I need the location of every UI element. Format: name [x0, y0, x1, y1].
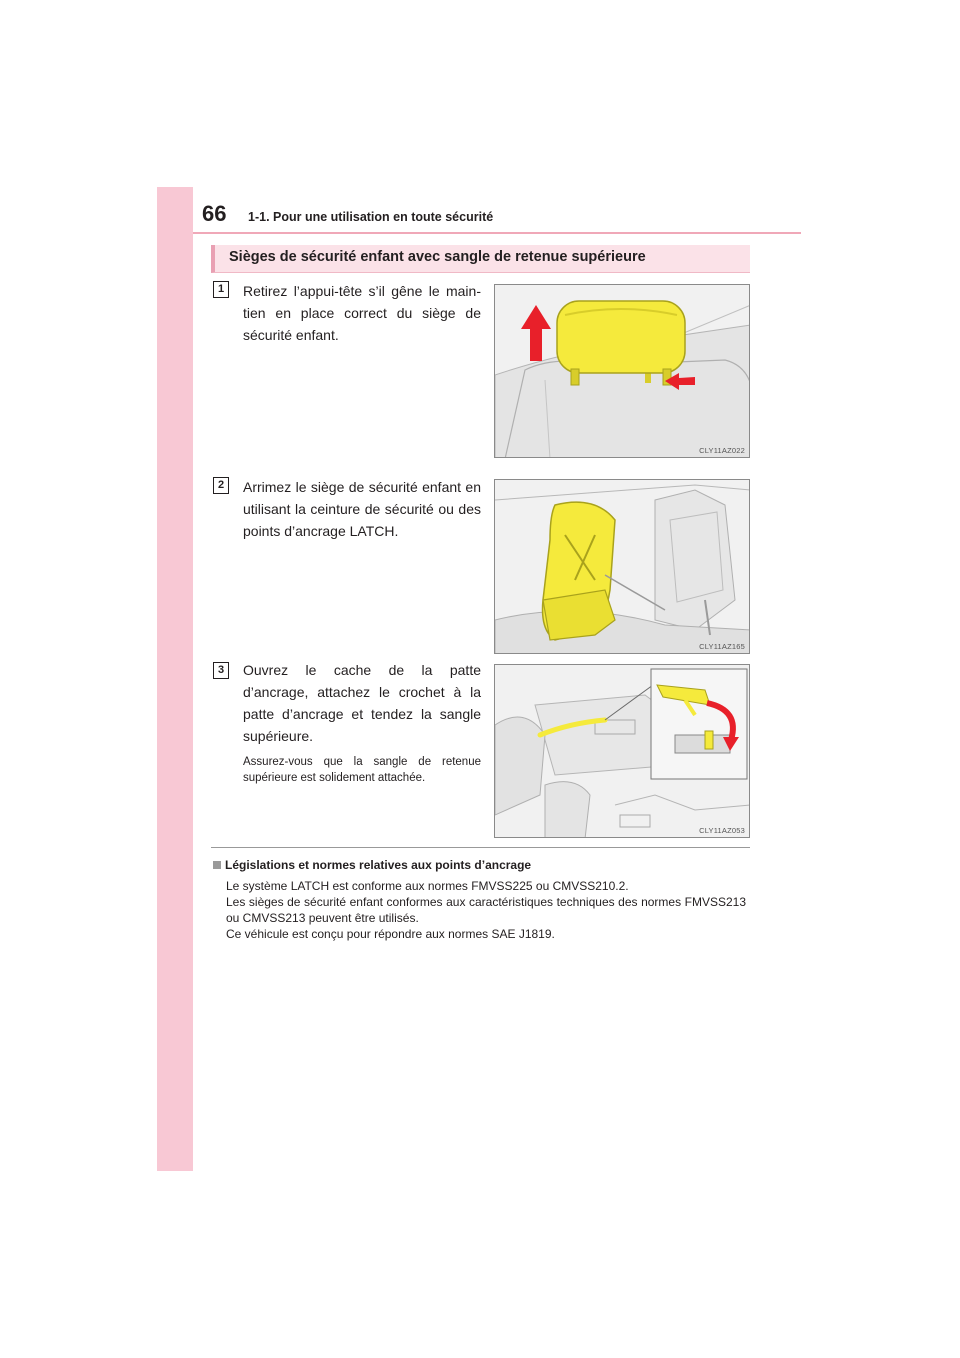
header-rule — [193, 232, 801, 234]
page-number: 66 — [202, 201, 227, 226]
section-divider — [211, 847, 750, 848]
figure-code: CLY11AZ165 — [699, 642, 745, 651]
step-number-2: 2 — [213, 477, 229, 494]
figure-code: CLY11AZ022 — [699, 446, 745, 455]
step-note-3: Assurez-vous que la sangle de retenue supérieure est solidement attachée. — [243, 756, 481, 784]
step-number-1: 1 — [213, 281, 229, 298]
section-title: Sièges de sécurité enfant avec sangle de retenue supérieure — [229, 249, 646, 265]
legislation-line: Ce véhicule est conçu pour répondre aux normes SAE J1819. — [226, 927, 555, 941]
section-header — [211, 245, 750, 273]
chapter-sidebar-tab — [157, 187, 193, 1171]
step-number-3: 3 — [213, 662, 229, 679]
legislation-heading-text: Législations et normes relatives aux points d’ancrage — [225, 858, 532, 872]
chapter-title: 1-1. Pour une utilisation en toute sécurité — [248, 210, 494, 224]
legislation-heading — [213, 858, 531, 872]
square-bullet-icon — [213, 861, 221, 869]
legislation-line: Les sièges de sécurité enfant conformes aux caractéristiques techniques des normes FMVSS213 ou CMVSS213 peuvent être utilisés. — [226, 895, 746, 925]
figure-headrest-removal — [494, 284, 750, 458]
legislation-line: Le système LATCH est conforme aux normes FMVSS225 ou CMVSS210.2. — [226, 879, 629, 893]
legislation-body — [226, 878, 746, 942]
figure-anchor-bracket — [494, 664, 750, 838]
step-text-1: Retirez l’appui-tête s’il gêne le main-tien en place correct du siège de sécurité enfant. — [243, 283, 481, 343]
figure-code: CLY11AZ053 — [699, 826, 745, 835]
figure-child-seat-installed — [494, 479, 750, 654]
step-text-2: Arrimez le siège de sécurité enfant en utilisant la ceinture de sécurité ou des points d’ancrage LATCH. — [243, 479, 481, 539]
step-text-3: Ouvrez le cache de la patte d’ancrage, attachez le crochet à la patte d’ancrage et tendez la sangle supérieure. — [243, 662, 481, 744]
